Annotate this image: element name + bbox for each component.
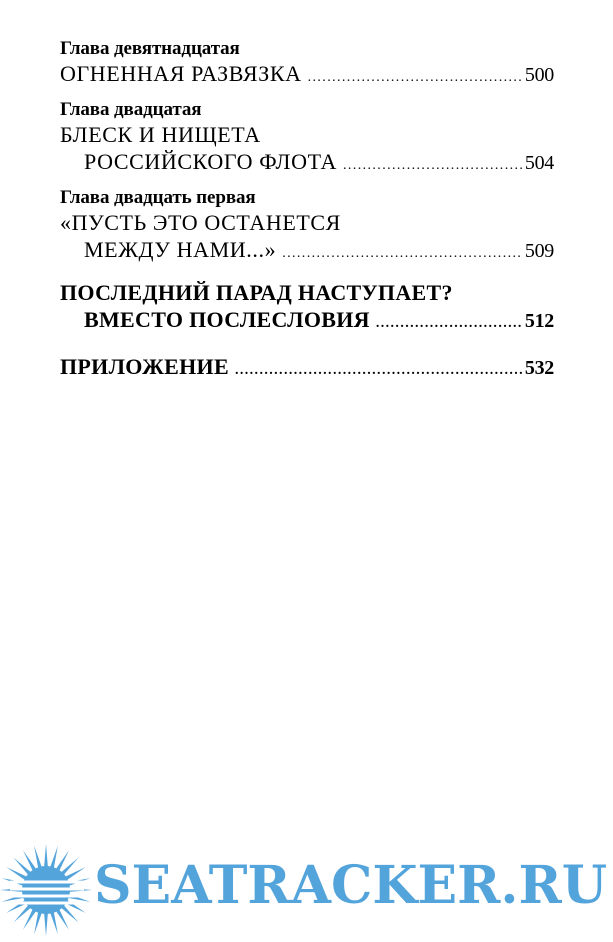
toc-line: [60, 279, 554, 306]
toc-line[interactable]: [60, 60, 554, 89]
watermark: [0, 838, 613, 942]
dot-leader: [376, 317, 523, 331]
chapter-heading: Глава двадцатая: [60, 99, 202, 120]
dot-leader: [282, 247, 523, 261]
dot-leader: [235, 364, 523, 378]
chapter-title: «ПУСТЬ ЭТО ОСТАНЕТСЯ: [60, 210, 341, 235]
page-number: 509: [524, 240, 554, 262]
page-number: 504: [524, 152, 554, 174]
toc-line: [60, 121, 554, 148]
chapter-heading: Глава девятнадцатая: [60, 38, 240, 59]
chapter-title-continued: МЕЖДУ НАМИ...»: [84, 237, 277, 262]
toc-entry-chapter-20: [60, 99, 554, 177]
chapter-title: ОГНЕННАЯ РАЗВЯЗКА: [60, 61, 302, 86]
dot-leader: [343, 159, 523, 173]
page-number: 500: [524, 64, 554, 86]
toc-line[interactable]: [60, 353, 554, 382]
toc-line[interactable]: [60, 306, 554, 335]
chapter-title: БЛЕСК И НИЩЕТА: [60, 122, 261, 147]
chapter-heading: Глава двадцать первая: [60, 187, 256, 208]
section-title: ПОСЛЕДНИЙ ПАРАД НАСТУПАЕТ?: [60, 280, 453, 305]
toc-line: [60, 209, 554, 236]
sun-burst-icon: [0, 838, 100, 942]
section-title: ПРИЛОЖЕНИЕ: [60, 354, 229, 379]
section-title-continued: ВМЕСТО ПОСЛЕСЛОВИЯ: [84, 307, 370, 332]
toc-entry-appendix: [60, 353, 554, 382]
toc-entry-chapter-21: [60, 187, 554, 265]
toc-line[interactable]: [60, 236, 554, 265]
toc-line[interactable]: [60, 148, 554, 177]
toc-entry-afterword: [60, 279, 554, 335]
chapter-title-continued: РОССИЙСКОГО ФЛОТА: [84, 149, 337, 174]
page-number: 512: [524, 310, 554, 332]
dot-leader: [308, 71, 523, 85]
toc-entry-chapter-19: [60, 38, 554, 89]
table-of-contents: [60, 38, 554, 400]
page-number: 532: [524, 357, 554, 379]
watermark-text: SEATRACKER.RU: [94, 855, 608, 916]
